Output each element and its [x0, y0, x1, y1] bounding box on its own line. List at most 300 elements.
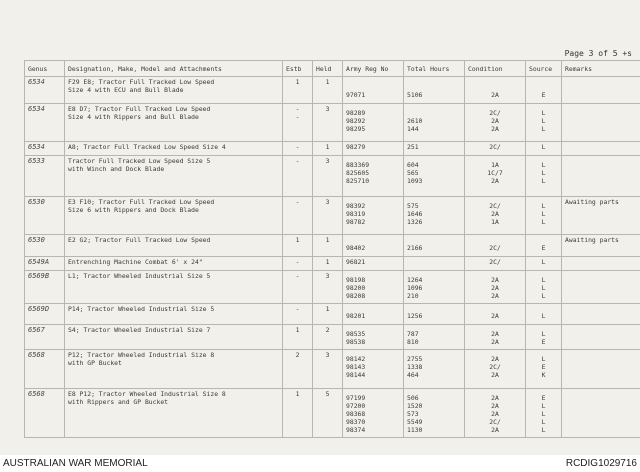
source-cell — [526, 77, 562, 104]
total-hours-cell-value: 1256 — [407, 312, 423, 320]
condition-cell-value: 2A — [491, 284, 499, 292]
estb-cell — [283, 350, 313, 389]
condition-cell-value: 2A — [491, 292, 499, 300]
source-cell-value: L — [541, 117, 546, 125]
source-cell-value: L — [541, 258, 546, 266]
source-cell-value: E — [541, 363, 546, 371]
army-reg-cell-value: 98319 — [346, 210, 366, 218]
genus-cell — [25, 271, 65, 304]
estb-cell — [283, 389, 313, 438]
source-cell-value: L — [541, 125, 546, 133]
genus-cell-value: 6567 — [28, 326, 45, 334]
total-hours-cell-value — [407, 258, 461, 266]
genus-cell-value: 6568 — [28, 390, 45, 398]
held-cell — [313, 257, 343, 271]
army-reg-cell-value: 98782 — [346, 218, 366, 226]
total-hours-cell-value: 604 — [407, 161, 419, 169]
source-cell-value: L — [541, 410, 546, 418]
designation-cell-value: Size 4 with ECU and Bull Blade — [68, 86, 184, 94]
designation-cell — [65, 156, 283, 197]
designation-cell-value: with Winch and Dock Blade — [68, 165, 165, 173]
estb-cell-value: - — [295, 113, 300, 121]
designation-cell-value: E2 G2; Tractor Full Tracked Low Speed — [68, 236, 211, 244]
condition-cell-value: 2A — [491, 355, 499, 363]
held-cell-value: 5 — [325, 390, 330, 398]
table-row — [25, 77, 640, 104]
genus-cell-value: 6569D — [28, 305, 50, 313]
army-reg-cell-value: 98292 — [346, 117, 366, 125]
army-reg-cell — [343, 142, 404, 156]
army-reg-cell — [343, 304, 404, 325]
table-row — [25, 350, 640, 389]
condition-cell — [465, 350, 526, 389]
estb-cell-value: - — [295, 105, 300, 113]
designation-cell — [65, 235, 283, 257]
total-hours-cell — [404, 304, 465, 325]
total-hours-cell-value: 1326 — [407, 218, 423, 226]
footer — [0, 455, 640, 472]
army-reg-cell — [343, 389, 404, 438]
genus-cell — [25, 235, 65, 257]
genus-cell-value: 6534 — [28, 78, 45, 86]
column-header: Genus — [25, 61, 65, 77]
table-header-row — [25, 61, 640, 77]
army-reg-cell-value: 98374 — [346, 426, 366, 434]
total-hours-cell — [404, 77, 465, 104]
total-hours-cell — [404, 156, 465, 197]
army-reg-cell-value: 98538 — [346, 338, 366, 346]
source-cell-value: E — [541, 394, 546, 402]
genus-cell-value: 6530 — [28, 236, 45, 244]
remarks-cell — [562, 325, 640, 350]
genus-cell — [25, 350, 65, 389]
condition-cell-value: 2A — [491, 117, 499, 125]
source-cell — [526, 235, 562, 257]
genus-cell — [25, 156, 65, 197]
total-hours-cell-value: 810 — [407, 338, 419, 346]
estb-cell-value: - — [295, 272, 300, 280]
source-cell-value: L — [541, 161, 546, 169]
designation-cell-value: with GP Bucket — [68, 359, 122, 367]
total-hours-cell-value: 575 — [407, 202, 419, 210]
total-hours-cell — [404, 350, 465, 389]
source-cell-value: E — [541, 91, 546, 99]
condition-cell-value: 2A — [491, 177, 499, 185]
total-hours-cell — [404, 389, 465, 438]
army-reg-cell — [343, 235, 404, 257]
condition-cell — [465, 271, 526, 304]
condition-cell-value: 1A — [491, 161, 499, 169]
remarks-cell — [562, 350, 640, 389]
remarks-cell — [562, 257, 640, 271]
genus-cell — [25, 142, 65, 156]
genus-cell-value: 6533 — [28, 157, 45, 165]
table-body — [25, 77, 640, 438]
held-cell-value: 1 — [325, 305, 330, 313]
held-cell — [313, 350, 343, 389]
table-row — [25, 142, 640, 156]
designation-cell — [65, 77, 283, 104]
condition-cell — [465, 142, 526, 156]
column-header: Remarks — [562, 61, 640, 77]
held-cell-value: 3 — [325, 157, 330, 165]
condition-cell — [465, 325, 526, 350]
total-hours-cell-value: 5549 — [407, 418, 423, 426]
held-cell — [313, 304, 343, 325]
army-reg-cell-value: 97200 — [346, 402, 366, 410]
remarks-cell — [562, 104, 640, 142]
held-cell — [313, 389, 343, 438]
condition-cell-value: 2A — [491, 91, 499, 99]
designation-cell-value: L1; Tractor Wheeled Industrial Size 5 — [68, 272, 211, 280]
army-reg-cell — [343, 257, 404, 271]
table-row — [25, 325, 640, 350]
designation-cell-value: E3 F10; Tractor Full Tracked Low Speed — [68, 198, 215, 206]
condition-cell-value: 2C/ — [489, 363, 501, 371]
condition-cell — [465, 389, 526, 438]
total-hours-cell — [404, 271, 465, 304]
estb-cell — [283, 197, 313, 235]
condition-cell — [465, 257, 526, 271]
designation-cell-value: F29 E8; Tractor Full Tracked Low Speed — [68, 78, 215, 86]
remarks-cell — [562, 304, 640, 325]
designation-cell — [65, 257, 283, 271]
total-hours-cell — [404, 197, 465, 235]
condition-cell-value: 2C/ — [489, 244, 501, 252]
held-cell-value: 1 — [325, 258, 330, 266]
table-row — [25, 156, 640, 197]
page-number: Page 3 of 5 +s — [564, 49, 632, 58]
designation-cell-value: P12; Tractor Wheeled Industrial Size 8 — [68, 351, 215, 359]
estb-cell — [283, 325, 313, 350]
designation-cell — [65, 325, 283, 350]
condition-cell-value: 2A — [491, 371, 499, 379]
held-cell — [313, 104, 343, 142]
source-cell-value: L — [541, 177, 546, 185]
army-reg-cell-value: 97199 — [346, 394, 366, 402]
estb-cell-value: 1 — [295, 78, 300, 86]
army-reg-cell — [343, 325, 404, 350]
army-reg-cell — [343, 77, 404, 104]
designation-cell — [65, 142, 283, 156]
total-hours-cell-value: 1093 — [407, 177, 423, 185]
table-row — [25, 271, 640, 304]
designation-cell-value: with Rippers and GP Bucket — [68, 398, 169, 406]
total-hours-cell-value: 5106 — [407, 91, 423, 99]
total-hours-cell-value: 1520 — [407, 402, 423, 410]
source-cell — [526, 257, 562, 271]
designation-cell-value: A8; Tractor Full Tracked Low Speed Size 4 — [68, 143, 226, 151]
held-cell — [313, 142, 343, 156]
genus-cell-value: 6534 — [28, 105, 45, 113]
army-reg-cell-value: 825605 — [346, 169, 370, 177]
designation-cell — [65, 197, 283, 235]
army-reg-cell-value: 98208 — [346, 292, 366, 300]
condition-cell-value: 2A — [491, 312, 499, 320]
genus-cell — [25, 325, 65, 350]
estb-cell-value: - — [295, 258, 300, 266]
remarks-cell — [562, 389, 640, 438]
estb-cell-value: 2 — [295, 351, 300, 359]
column-header: Total Hours — [404, 61, 465, 77]
footer-credit: AUSTRALIAN WAR MEMORIAL — [3, 458, 148, 469]
designation-cell-value: S4; Tractor Wheeled Industrial Size 7 — [68, 326, 211, 334]
source-cell — [526, 156, 562, 197]
genus-cell-value: 6549A — [28, 258, 50, 266]
army-reg-cell — [343, 350, 404, 389]
designation-cell — [65, 350, 283, 389]
genus-cell-value: 6568 — [28, 351, 45, 359]
army-reg-cell-value: 98200 — [346, 284, 366, 292]
condition-cell — [465, 197, 526, 235]
total-hours-cell-value: 2755 — [407, 355, 423, 363]
condition-cell — [465, 156, 526, 197]
estb-cell — [283, 257, 313, 271]
remarks-cell-value: Awaiting parts — [565, 198, 619, 206]
column-header: Estb — [283, 61, 313, 77]
total-hours-cell — [404, 104, 465, 142]
total-hours-cell-value: 464 — [407, 371, 419, 379]
total-hours-cell-value — [407, 109, 461, 117]
condition-cell-value: 2A — [491, 402, 499, 410]
designation-cell — [65, 271, 283, 304]
footer-catalog-id: RCDIG1029716 — [565, 458, 637, 469]
designation-cell-value: E8 P12; Tractor Wheeled Industrial Size 8 — [68, 390, 226, 398]
genus-cell — [25, 257, 65, 271]
total-hours-cell-value: 506 — [407, 394, 419, 402]
total-hours-cell-value: 2610 — [407, 117, 423, 125]
source-cell-value: L — [541, 330, 546, 338]
total-hours-cell-value: 1264 — [407, 276, 423, 284]
held-cell-value: 3 — [325, 105, 330, 113]
source-cell-value: L — [541, 418, 546, 426]
designation-cell — [65, 304, 283, 325]
source-cell-value: L — [541, 169, 546, 177]
estb-cell-value: - — [295, 198, 300, 206]
source-cell-value: L — [541, 292, 546, 300]
estb-cell-value: - — [295, 157, 300, 165]
remarks-cell-value: Awaiting parts — [565, 236, 619, 244]
army-reg-cell-value: 98295 — [346, 125, 366, 133]
estb-cell — [283, 142, 313, 156]
source-cell — [526, 389, 562, 438]
held-cell — [313, 271, 343, 304]
estb-cell-value: 1 — [295, 326, 300, 334]
total-hours-cell-value: 1096 — [407, 284, 423, 292]
army-reg-cell-value: 883369 — [346, 161, 370, 169]
estb-cell — [283, 156, 313, 197]
genus-cell-value: 6569B — [28, 272, 50, 280]
army-reg-cell-value: 98201 — [346, 312, 366, 320]
army-reg-cell-value: 98289 — [346, 109, 366, 117]
estb-cell — [283, 304, 313, 325]
held-cell-value: 3 — [325, 198, 330, 206]
army-reg-cell-value: 98198 — [346, 276, 366, 284]
total-hours-cell-value: 1338 — [407, 363, 423, 371]
total-hours-cell-value: 2166 — [407, 244, 423, 252]
total-hours-cell-value: 573 — [407, 410, 419, 418]
army-reg-cell-value: 98535 — [346, 330, 366, 338]
estb-cell-value: 1 — [295, 390, 300, 398]
estb-cell-value: - — [295, 143, 300, 151]
source-cell — [526, 104, 562, 142]
total-hours-cell — [404, 325, 465, 350]
equipment-table — [24, 60, 640, 438]
source-cell — [526, 350, 562, 389]
total-hours-cell — [404, 142, 465, 156]
source-cell — [526, 325, 562, 350]
genus-cell-value: 6530 — [28, 198, 45, 206]
estb-cell-value: - — [295, 305, 300, 313]
total-hours-cell — [404, 235, 465, 257]
source-cell-value: L — [541, 143, 546, 151]
total-hours-cell — [404, 257, 465, 271]
estb-cell — [283, 77, 313, 104]
source-cell-value: L — [541, 109, 546, 117]
held-cell — [313, 197, 343, 235]
remarks-cell — [562, 235, 640, 257]
source-cell-value: L — [541, 312, 546, 320]
condition-cell-value: 2A — [491, 276, 499, 284]
table-row — [25, 104, 640, 142]
source-cell-value: L — [541, 202, 546, 210]
condition-cell-value: 2C/ — [489, 418, 501, 426]
condition-cell-value: 1A — [491, 218, 499, 226]
total-hours-cell-value: 1130 — [407, 426, 423, 434]
army-reg-cell-value: 98392 — [346, 202, 366, 210]
condition-cell-value: 2A — [491, 125, 499, 133]
total-hours-cell-value: 144 — [407, 125, 419, 133]
army-reg-cell-value: 98370 — [346, 418, 366, 426]
held-cell-value: 1 — [325, 236, 330, 244]
condition-cell-value: 1C/7 — [487, 169, 503, 177]
condition-cell-value: 2C/ — [489, 109, 501, 117]
source-cell — [526, 271, 562, 304]
source-cell-value: E — [541, 338, 546, 346]
held-cell — [313, 156, 343, 197]
held-cell-value: 3 — [325, 272, 330, 280]
army-reg-cell-value: 825710 — [346, 177, 370, 185]
condition-cell — [465, 235, 526, 257]
table-row — [25, 257, 640, 271]
table-row — [25, 304, 640, 325]
army-reg-cell — [343, 271, 404, 304]
source-cell-value: L — [541, 276, 546, 284]
source-cell-value: L — [541, 284, 546, 292]
designation-cell — [65, 104, 283, 142]
designation-cell-value: Entrenching Machine Combat 6' x 24" — [68, 258, 203, 266]
remarks-cell — [562, 142, 640, 156]
army-reg-cell-value: 96821 — [346, 258, 366, 266]
source-cell — [526, 197, 562, 235]
total-hours-cell-value: 251 — [407, 143, 419, 151]
designation-cell — [65, 389, 283, 438]
total-hours-cell-value: 787 — [407, 330, 419, 338]
estb-cell — [283, 271, 313, 304]
army-reg-cell — [343, 197, 404, 235]
remarks-cell — [562, 271, 640, 304]
source-cell-value: L — [541, 210, 546, 218]
source-cell-value: L — [541, 218, 546, 226]
remarks-cell — [562, 77, 640, 104]
condition-cell-value: 2A — [491, 338, 499, 346]
column-header: Designation, Make, Model and Attachments — [65, 61, 283, 77]
designation-cell-value: E8 D7; Tractor Full Tracked Low Speed — [68, 105, 211, 113]
genus-cell — [25, 389, 65, 438]
total-hours-cell-value: 1646 — [407, 210, 423, 218]
designation-cell-value: Tractor Full Tracked Low Speed Size 5 — [68, 157, 211, 165]
condition-cell-value: 2A — [491, 410, 499, 418]
designation-cell-value: Size 6 with Rippers and Dock Blade — [68, 206, 199, 214]
genus-cell — [25, 77, 65, 104]
held-cell-value: 1 — [325, 143, 330, 151]
genus-cell-value: 6534 — [28, 143, 45, 151]
estb-cell-value: 1 — [295, 236, 300, 244]
condition-cell-value: 2C/ — [489, 258, 501, 266]
genus-cell — [25, 304, 65, 325]
held-cell — [313, 325, 343, 350]
source-cell — [526, 142, 562, 156]
army-reg-cell-value: 98368 — [346, 410, 366, 418]
source-cell-value: K — [541, 371, 546, 379]
condition-cell — [465, 104, 526, 142]
army-reg-cell-value: 97071 — [346, 91, 366, 99]
army-reg-cell-value: 98279 — [346, 143, 366, 151]
table-row — [25, 235, 640, 257]
held-cell-value: 3 — [325, 351, 330, 359]
column-header: Held — [313, 61, 343, 77]
army-reg-cell-value: 98143 — [346, 363, 366, 371]
army-reg-cell — [343, 104, 404, 142]
column-header: Source — [526, 61, 562, 77]
table-row — [25, 197, 640, 235]
condition-cell-value: 2A — [491, 426, 499, 434]
condition-cell-value: 2C/ — [489, 143, 501, 151]
remarks-cell — [562, 197, 640, 235]
source-cell-value: E — [541, 244, 546, 252]
remarks-cell — [562, 156, 640, 197]
army-reg-cell — [343, 156, 404, 197]
source-cell-value: L — [541, 402, 546, 410]
column-header: Condition — [465, 61, 526, 77]
total-hours-cell-value: 210 — [407, 292, 419, 300]
estb-cell — [283, 104, 313, 142]
source-cell — [526, 304, 562, 325]
designation-cell-value: P14; Tractor Wheeled Industrial Size 5 — [68, 305, 215, 313]
condition-cell — [465, 77, 526, 104]
army-reg-cell-value: 98142 — [346, 355, 366, 363]
condition-cell-value: 2C/ — [489, 202, 501, 210]
held-cell — [313, 77, 343, 104]
source-cell-value: L — [541, 355, 546, 363]
held-cell — [313, 235, 343, 257]
army-reg-cell-value: 98144 — [346, 371, 366, 379]
designation-cell-value: Size 4 with Rippers and Bull Blade — [68, 113, 199, 121]
genus-cell — [25, 197, 65, 235]
condition-cell-value: 2A — [491, 330, 499, 338]
army-reg-cell-value: 98402 — [346, 244, 366, 252]
held-cell-value: 1 — [325, 78, 330, 86]
condition-cell-value: 2A — [491, 210, 499, 218]
table-row — [25, 389, 640, 438]
condition-cell — [465, 304, 526, 325]
genus-cell — [25, 104, 65, 142]
total-hours-cell-value: 565 — [407, 169, 419, 177]
source-cell-value: L — [541, 426, 546, 434]
column-header: Army Reg No — [343, 61, 404, 77]
estb-cell — [283, 235, 313, 257]
condition-cell-value: 2A — [491, 394, 499, 402]
